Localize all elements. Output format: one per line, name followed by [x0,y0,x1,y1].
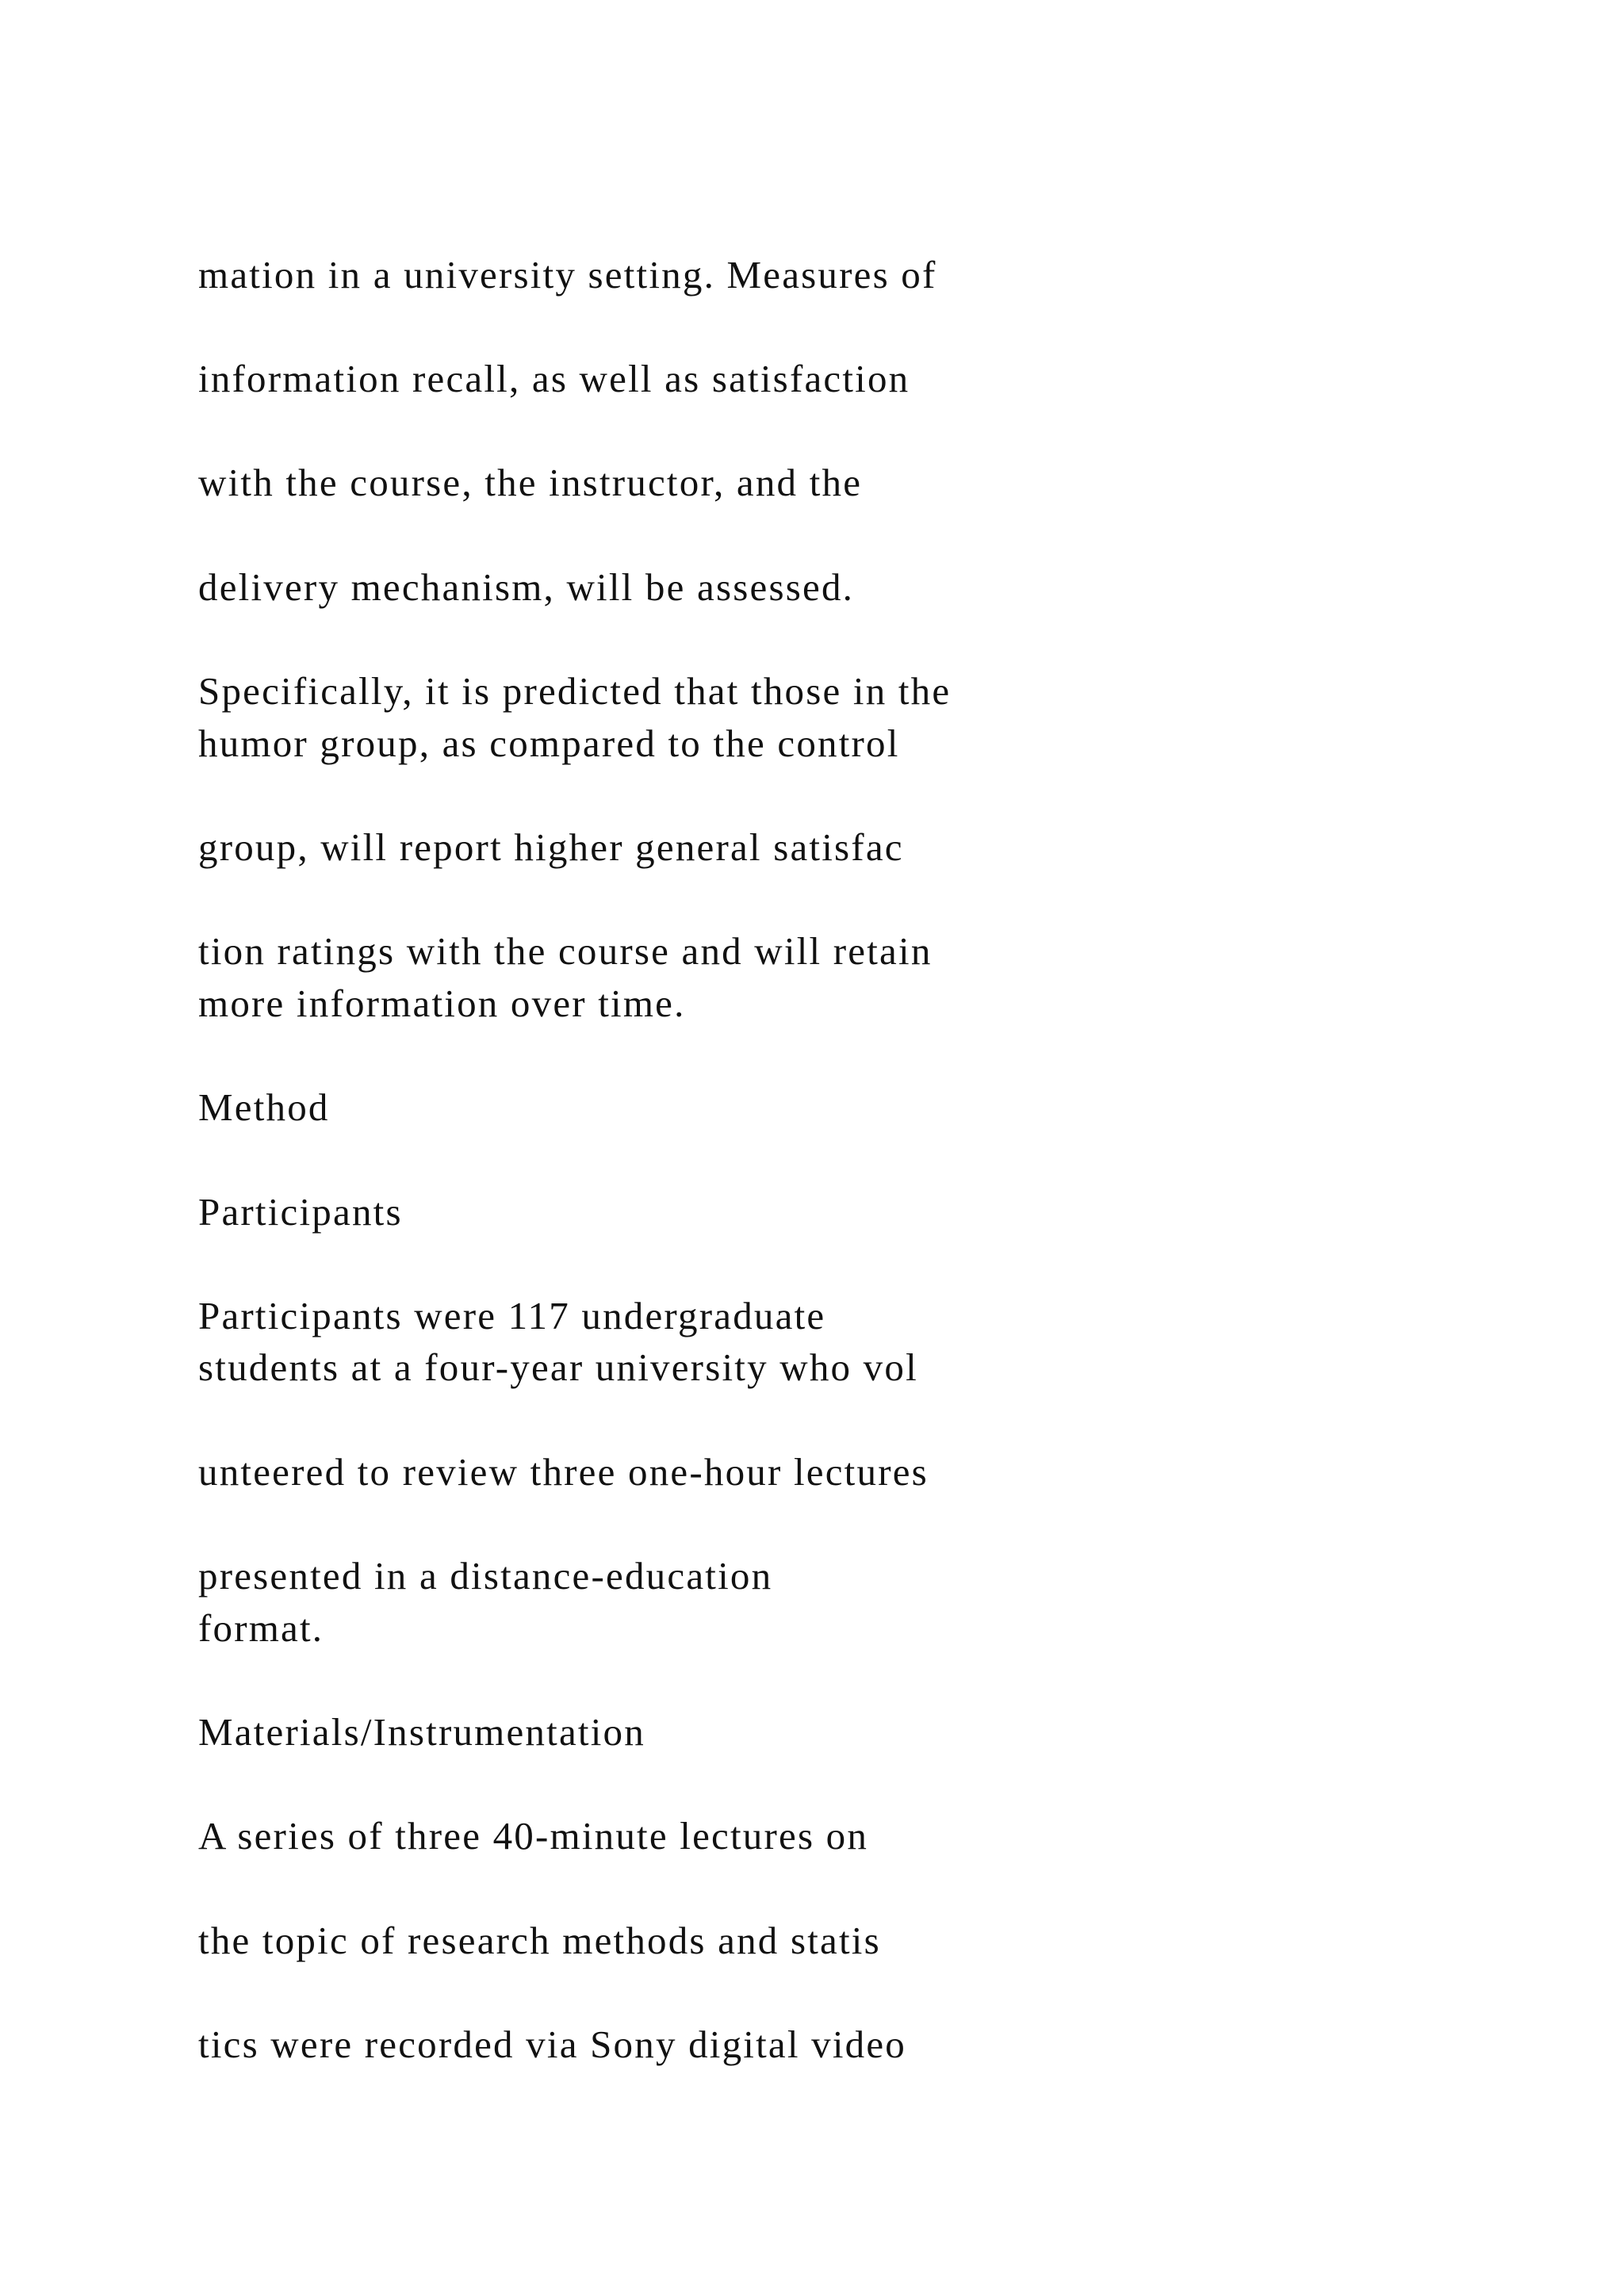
text-line: A series of three 40-minute lectures on [198,1814,869,1858]
text-line: humor group, as compared to the control [198,721,900,765]
text-line: tics were recorded via Sony digital video [198,2022,907,2066]
text-line: information recall, as well as satisfaction [198,357,910,400]
text-line: delivery mechanism, will be assessed. [198,565,855,609]
subsection-heading-materials: Materials/Instrumentation [198,1710,645,1754]
text-line: students at a four-year university who vol [198,1345,918,1389]
text-line: tion ratings with the course and will retain [198,929,933,973]
section-heading-method: Method [198,1085,330,1129]
text-line: with the course, the instructor, and the [198,461,863,504]
text-line: unteered to review three one-hour lectures [198,1450,929,1494]
text-line: format. [198,1606,324,1650]
subsection-heading-participants: Participants [198,1190,403,1234]
text-line: Specifically, it is predicted that those in the [198,669,952,713]
text-line: presented in a distance-education [198,1554,773,1598]
text-line: mation in a university setting. Measures of [198,253,937,297]
text-line: group, will report higher general satisfac [198,825,904,869]
text-line: more information over time. [198,982,686,1025]
text-line: Participants were 117 undergraduate [198,1294,826,1337]
text-line: the topic of research methods and statis [198,1919,881,1962]
